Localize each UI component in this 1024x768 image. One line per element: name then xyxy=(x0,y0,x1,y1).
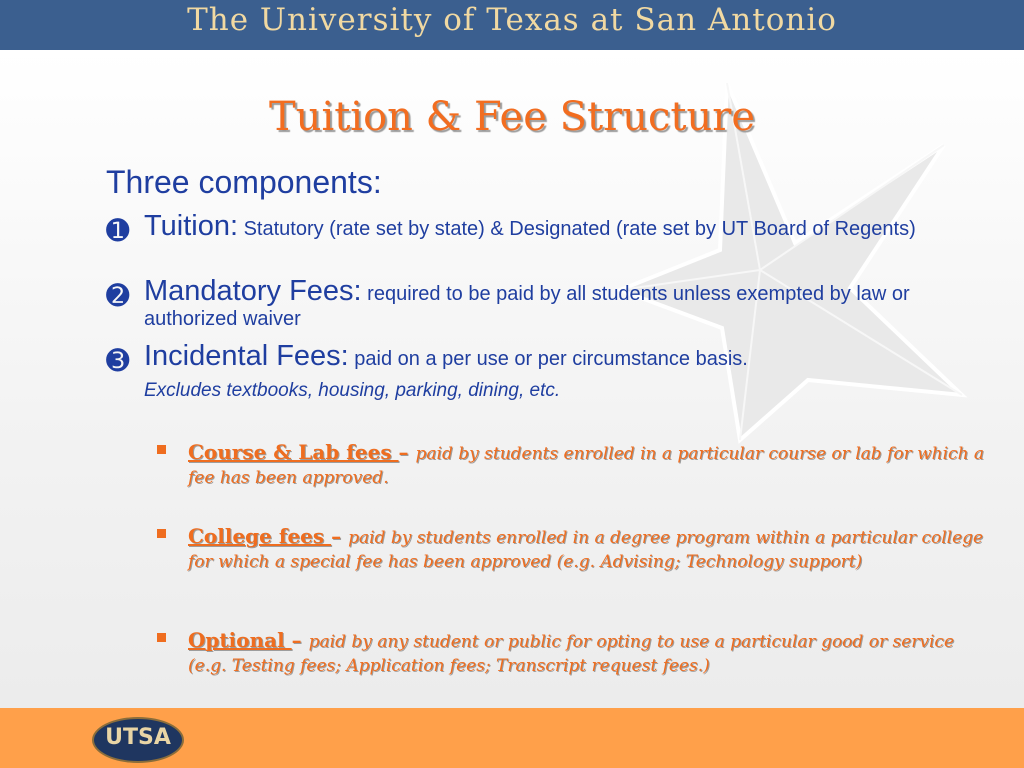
number-badge-icon: ➌ xyxy=(106,345,130,376)
footer-bar xyxy=(0,708,1024,768)
fee-type-description: paid by any student or public for opting to use a particular good or service (e.g. Testing fees; Application fees; Transcript request fees.) xyxy=(188,632,955,676)
component-item-incidental-fees xyxy=(106,340,986,403)
fee-type-dash: – xyxy=(291,628,309,652)
utsa-logo xyxy=(92,717,184,761)
fee-type-dash: – xyxy=(331,524,349,548)
fee-type-description: paid by students enrolled in a particular course or lab for which a fee has been approved. xyxy=(188,444,985,488)
slide-subtitle: Three components: xyxy=(106,164,382,200)
header-bar xyxy=(0,0,1024,50)
fee-type-description: paid by students enrolled in a degree program within a particular college for which a special fee has been approved (e.g. Advising; Technology support) xyxy=(188,528,984,572)
component-item-tuition xyxy=(106,210,986,246)
square-bullet-icon xyxy=(157,445,166,454)
institution-title: The University of Texas at San Antonio xyxy=(187,2,837,38)
fee-type-term: College fees xyxy=(188,524,332,548)
fee-type-term: Course & Lab fees xyxy=(188,440,399,464)
square-bullet-icon xyxy=(157,529,166,538)
number-badge-icon: ➊ xyxy=(106,215,130,246)
component-description: paid on a per use or per circumstance basis. xyxy=(348,348,748,370)
fee-type-dash: – xyxy=(398,440,416,464)
component-term: Mandatory Fees: xyxy=(144,275,362,307)
fee-type-college xyxy=(157,524,987,574)
logo-text: UTSA xyxy=(105,725,171,750)
slide-title: Tuition & Fee Structure xyxy=(269,94,755,140)
component-term: Tuition: xyxy=(144,210,239,242)
number-badge-icon: ➋ xyxy=(106,280,130,311)
component-description: required to be paid by all students unless exempted by law or authorized waiver xyxy=(144,283,910,330)
component-description: Statutory (rate set by state) & Designated (rate set by UT Board of Regents) xyxy=(238,218,916,240)
slide-area xyxy=(0,50,1024,708)
square-bullet-icon xyxy=(157,633,166,642)
fee-type-course-lab xyxy=(157,440,987,490)
fee-type-term: Optional xyxy=(188,628,292,652)
fee-type-optional xyxy=(157,628,987,678)
component-term: Incidental Fees: xyxy=(144,340,349,372)
component-item-mandatory-fees xyxy=(106,275,986,332)
exclusion-note: Excludes textbooks, housing, parking, dining, etc. xyxy=(144,380,561,401)
